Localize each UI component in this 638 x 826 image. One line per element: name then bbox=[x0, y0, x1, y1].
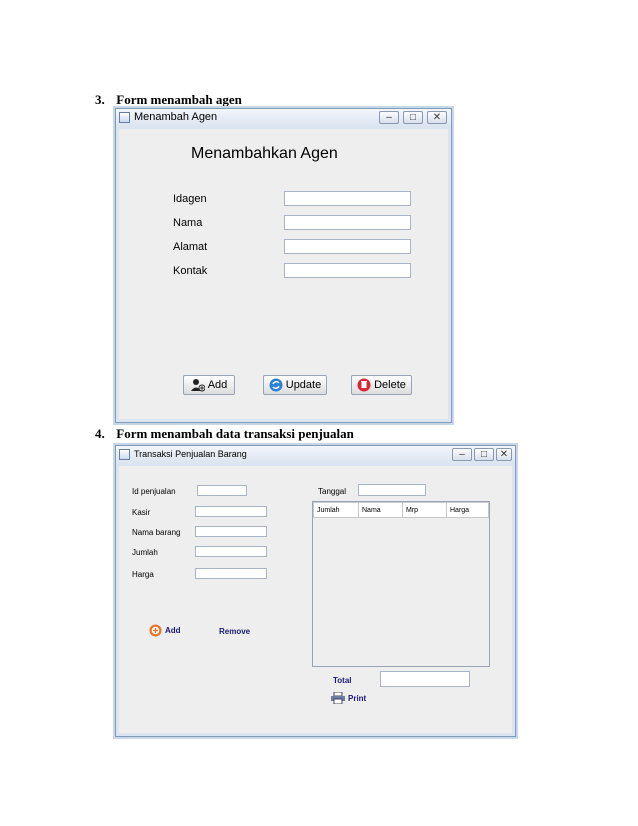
section-4-heading bbox=[95, 426, 354, 442]
window-title: Menambah Agen bbox=[134, 111, 218, 123]
refresh-icon bbox=[269, 378, 283, 392]
harga-field[interactable] bbox=[195, 568, 267, 579]
update-button[interactable] bbox=[263, 375, 327, 395]
maximize-button[interactable]: □ bbox=[403, 111, 423, 124]
form-heading: Menambahkan Agen bbox=[191, 145, 338, 162]
kasir-label: Kasir bbox=[132, 508, 151, 517]
sales-transaction-window bbox=[115, 445, 516, 737]
section-number: 4. bbox=[95, 426, 105, 441]
section-3-heading bbox=[95, 92, 242, 108]
idagen-label: Idagen bbox=[173, 193, 207, 205]
minimize-button[interactable]: – bbox=[379, 111, 399, 124]
table-header bbox=[313, 502, 489, 518]
total-field[interactable] bbox=[380, 671, 470, 687]
add-button-label: Add bbox=[165, 626, 181, 635]
nama-field[interactable] bbox=[284, 215, 411, 230]
delete-button[interactable] bbox=[351, 375, 412, 395]
remove-button[interactable]: Remove bbox=[219, 627, 251, 636]
window-content bbox=[119, 129, 448, 419]
minimize-button[interactable]: – bbox=[452, 448, 472, 461]
total-label: Total bbox=[333, 676, 352, 685]
column-header[interactable]: Jumlah bbox=[314, 503, 359, 518]
title-bar bbox=[116, 109, 451, 127]
add-button[interactable] bbox=[183, 375, 235, 395]
add-user-icon bbox=[191, 378, 205, 392]
close-button[interactable]: ✕ bbox=[427, 111, 447, 124]
harga-label: Harga bbox=[132, 570, 154, 579]
nama-barang-field[interactable] bbox=[195, 526, 267, 537]
printer-icon bbox=[331, 692, 345, 704]
idagen-field[interactable] bbox=[284, 191, 411, 206]
java-app-icon bbox=[119, 449, 130, 460]
kasir-field[interactable] bbox=[195, 506, 267, 517]
alamat-label: Alamat bbox=[173, 241, 208, 253]
nama-barang-label: Nama barang bbox=[132, 528, 181, 537]
alamat-field[interactable] bbox=[284, 239, 411, 254]
trash-icon bbox=[357, 378, 371, 392]
close-button[interactable]: ✕ bbox=[496, 448, 512, 461]
items-table[interactable] bbox=[312, 501, 490, 667]
column-header[interactable]: Nama bbox=[359, 503, 403, 518]
window-title: Transaksi Penjualan Barang bbox=[134, 449, 247, 459]
window-content bbox=[119, 466, 512, 733]
kontak-label: Kontak bbox=[173, 265, 208, 277]
jumlah-field[interactable] bbox=[195, 546, 267, 557]
tanggal-field[interactable] bbox=[358, 484, 426, 496]
print-button[interactable] bbox=[331, 692, 366, 704]
add-button-label: Add bbox=[207, 379, 228, 391]
tanggal-label: Tanggal bbox=[318, 487, 347, 496]
add-circle-icon bbox=[149, 624, 162, 637]
section-title: Form menambah agen bbox=[116, 92, 242, 107]
java-app-icon bbox=[119, 112, 130, 123]
nama-label: Nama bbox=[173, 217, 203, 229]
update-button-label: Update bbox=[285, 379, 322, 391]
delete-button-label: Delete bbox=[374, 379, 406, 391]
section-title: Form menambah data transaksi penjualan bbox=[116, 426, 354, 441]
column-header[interactable]: Mrp bbox=[403, 503, 447, 518]
section-number: 3. bbox=[95, 92, 105, 107]
id-penjualan-label: Id penjualan bbox=[132, 487, 176, 496]
agent-form-window bbox=[115, 108, 452, 423]
add-button[interactable] bbox=[149, 624, 181, 637]
id-penjualan-field[interactable] bbox=[197, 485, 247, 496]
column-header[interactable]: Harga bbox=[447, 503, 489, 518]
maximize-button[interactable]: □ bbox=[474, 448, 494, 461]
title-bar bbox=[116, 446, 515, 464]
print-button-label: Print bbox=[348, 693, 367, 703]
jumlah-label: Jumlah bbox=[132, 548, 158, 557]
kontak-field[interactable] bbox=[284, 263, 411, 278]
